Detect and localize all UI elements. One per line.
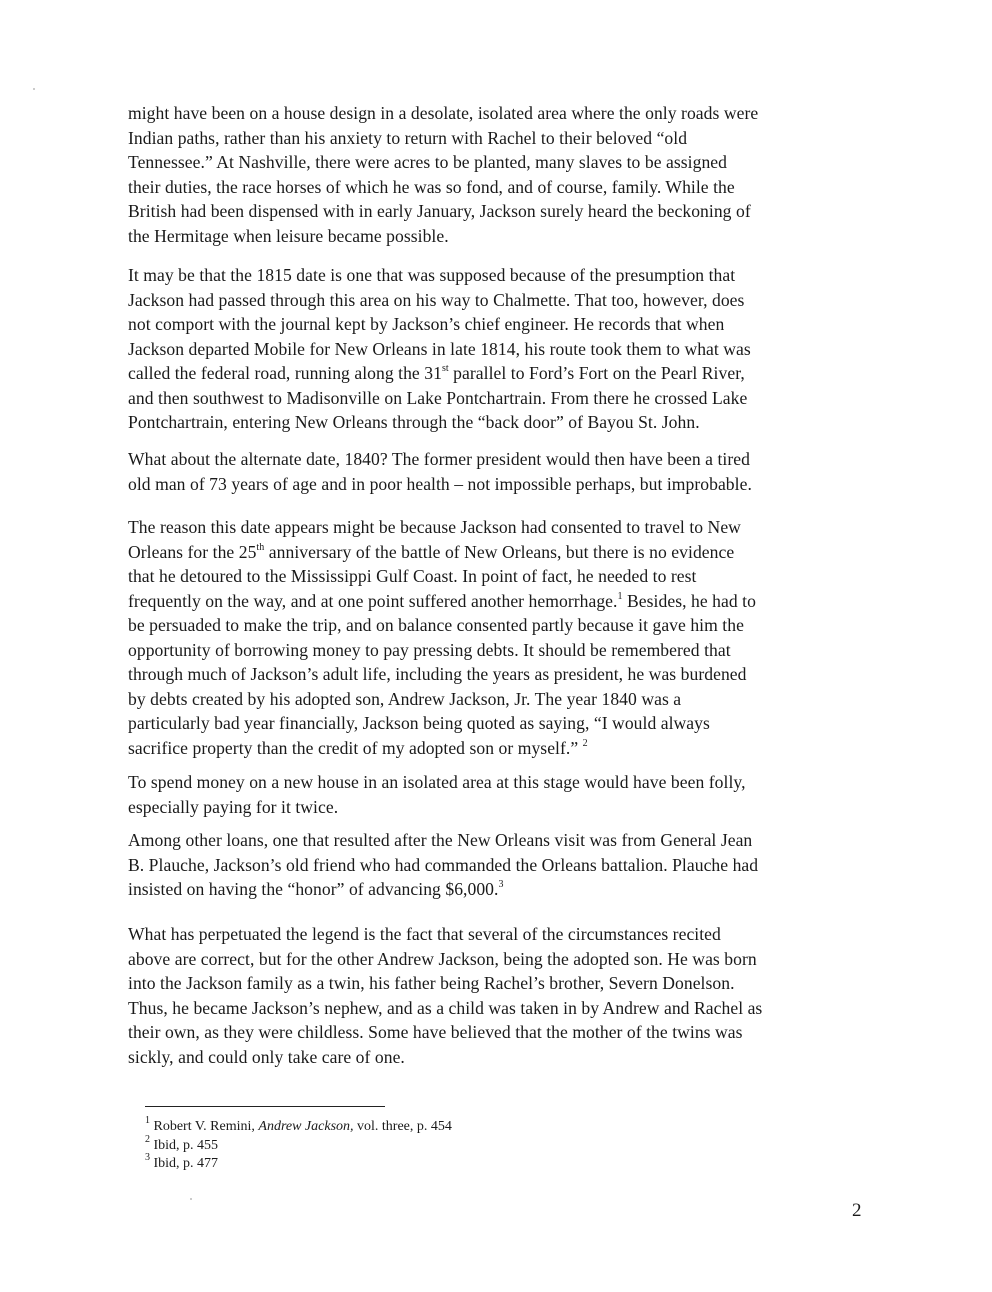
footnote-ref-2: 2 (582, 737, 588, 749)
text-line: Among other loans, one that resulted after the New Orleans visit was from General Jean (128, 830, 753, 850)
footnote-2 (145, 1133, 645, 1156)
paragraph-5 (128, 770, 848, 819)
text-line: Thus, he became Jackson’s nephew, and as a child was taken in by Andrew and Rachel as (128, 997, 763, 1018)
text-segment: Orleans for the 25 (128, 541, 257, 562)
text-line: through much of Jackson’s adult life, including the years as president, he was burdened (128, 664, 747, 684)
footnote-text: Robert V. Remini, (150, 1119, 259, 1134)
text-line (128, 361, 848, 386)
text-line: opportunity of borrowing money to pay pressing debts. It should be remembered that (128, 639, 731, 660)
text-segment: anniversary of the battle of New Orleans, but there is no evidence (264, 541, 735, 562)
footnote-3 (145, 1152, 645, 1174)
paragraph-6 (128, 828, 848, 902)
text-line: and then southwest to Madisonville on Lake Pontchartrain. From there he crossed Lake (128, 387, 748, 408)
footnote-title: Andrew Jackson, (258, 1119, 354, 1134)
text-line: especially paying for it twice. (128, 796, 339, 817)
page-number: 2 (852, 1200, 862, 1221)
text-segment: insisted on having the “honor” of advancing $6,000. (128, 879, 499, 899)
footnote-text: vol. three, p. 454 (353, 1119, 452, 1134)
footnote-number: 1 (145, 1115, 150, 1127)
scan-speck (33, 88, 35, 90)
ordinal-suffix: st (441, 363, 449, 375)
paragraph-2 (128, 263, 848, 435)
text-line: that he detoured to the Mississippi Gulf Coast. In point of fact, he needed to rest (128, 566, 697, 586)
paragraph-4 (128, 515, 848, 760)
text-line: be persuaded to make the trip, and on balance consented partly because it gave him the (128, 615, 744, 635)
text-segment: called the federal road, running along the 31 (128, 363, 442, 383)
footnote-ref-3: 3 (498, 879, 504, 891)
text-line: What about the alternate date, 1840? The former president would then have been a tired (128, 449, 750, 469)
footnote-ref-1: 1 (617, 590, 623, 602)
text-line: their own, as they were childless. Some have believed that the mother of the twins was (128, 1022, 743, 1042)
text-segment: sacrifice property than the credit of my adopted son or myself.” (128, 737, 579, 758)
text-line: the Hermitage when leisure became possible. (128, 225, 449, 246)
text-line: British had been dispensed with in early January, Jackson surely heard the beckoning of (128, 201, 751, 221)
text-line (128, 589, 848, 614)
text-line (128, 736, 848, 761)
text-line: sickly, and could only take care of one. (128, 1046, 405, 1067)
text-line: not comport with the journal kept by Jackson’s chief engineer. He records that when (128, 314, 725, 334)
text-line: into the Jackson family as a twin, his father being Rachel’s brother, Severn Donelson. (128, 973, 735, 993)
footnote-text: Ibid, p. 455 (150, 1137, 219, 1153)
text-line: particularly bad year financially, Jackson being quoted as saying, “I would always (128, 713, 710, 733)
text-line: Jackson had passed through this area on his way to Chalmette. That too, however, does (128, 289, 745, 310)
text-line: Jackson departed Mobile for New Orleans in late 1814, his route took them to what was (128, 338, 751, 359)
paragraph-7 (128, 922, 848, 1069)
paragraph-1 (128, 101, 848, 248)
footnote-number: 2 (145, 1133, 150, 1145)
text-line (128, 877, 848, 902)
text-segment: Besides, he had to (622, 590, 756, 611)
text-line (128, 540, 848, 565)
text-segment: frequently on the way, and at one point suffered another hemorrhage. (128, 590, 618, 611)
text-line: Pontchartrain, entering New Orleans through the “back door” of Bayou St. John. (128, 412, 700, 432)
paragraph-3 (128, 447, 848, 496)
text-line: their duties, the race horses of which he was so fond, and of course, family. While the (128, 176, 735, 197)
footnote-separator (145, 1106, 385, 1107)
text-line: by debts created by his adopted son, Andrew Jackson, Jr. The year 1840 was a (128, 688, 682, 709)
text-line: might have been on a house design in a desolate, isolated area where the only roads were (128, 103, 759, 123)
text-line: To spend money on a new house in an isolated area at this stage would have been folly, (128, 772, 746, 792)
footnote-number: 3 (145, 1152, 150, 1164)
text-line: The reason this date appears might be because Jackson had consented to travel to New (128, 517, 741, 537)
text-line: Tennessee.” At Nashville, there were acres to be planted, many slaves to be assigned (128, 152, 727, 172)
text-line: B. Plauche, Jackson’s old friend who had commanded the Orleans battalion. Plauche had (128, 854, 759, 875)
text-line: Indian paths, rather than his anxiety to return with Rachel to their beloved “old (128, 127, 688, 148)
scan-speck (190, 1198, 192, 1200)
text-line: What has perpetuated the legend is the fact that several of the circumstances recited (128, 924, 721, 944)
text-line: It may be that the 1815 date is one that was supposed because of the presumption that (128, 265, 736, 285)
text-line: old man of 73 years of age and in poor health – not impossible perhaps, but improbable. (128, 473, 752, 494)
text-segment: parallel to Ford’s Fort on the Pearl River, (448, 363, 745, 383)
footnote-1 (145, 1115, 645, 1137)
footnote-text: Ibid, p. 477 (150, 1156, 219, 1171)
ordinal-suffix: th (256, 541, 265, 553)
footnotes (145, 1115, 645, 1174)
text-line: above are correct, but for the other Andrew Jackson, being the adopted son. He was born (128, 948, 757, 969)
